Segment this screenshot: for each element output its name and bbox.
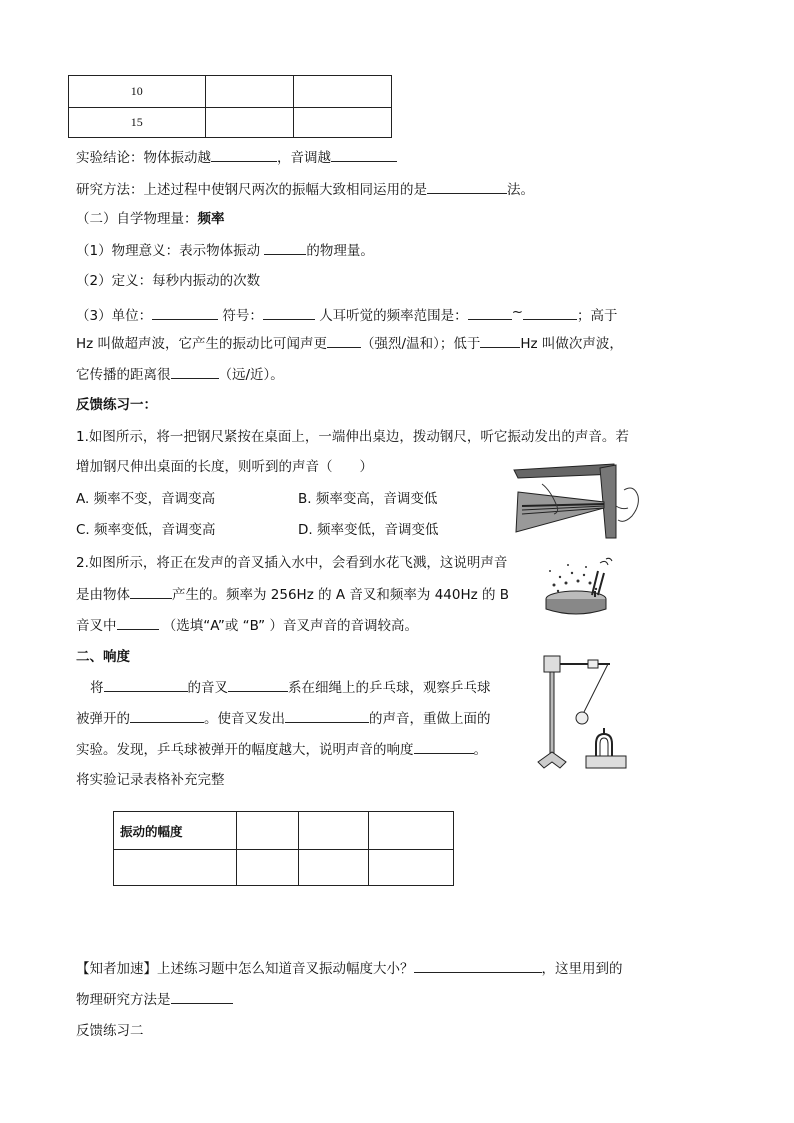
table-cell[interactable] (237, 812, 299, 850)
answer-blank[interactable] (327, 333, 361, 348)
answer-blank[interactable] (285, 708, 369, 723)
loudness-line1: 将 的音叉 系在细绳上的乒乓球，观察乒乓球 (90, 677, 491, 698)
q2-line1: 2.如图所示，将正在发声的音叉插入水中，会看到水花飞溅，这说明声音 (76, 555, 508, 571)
loudness-line3: 实验。发现，乒乓球被弹开的幅度越大，说明声音的响度 。 (76, 739, 487, 760)
answer-blank[interactable] (228, 677, 288, 692)
q1-line2: 增加钢尺伸出桌面的长度，则听到的声音（ ） (76, 459, 373, 475)
q2-line2: 是由物体 产生的。频率为 256Hz 的 A 音叉和频率为 440Hz 的 B (76, 584, 509, 605)
answer-blank[interactable] (264, 240, 306, 255)
table-cell[interactable] (299, 850, 369, 886)
table-cell: 15 (69, 108, 206, 138)
table-header: 振动的幅度 (114, 812, 237, 850)
amplitude-table (113, 811, 454, 886)
answer-blank[interactable] (263, 305, 315, 320)
feedback-1-title: 反馈练习一： (76, 397, 157, 413)
zhizhe-line1: 【知者加速】上述练习题中怎么知道音叉振动幅度大小？ ，这里用到的 (76, 958, 623, 979)
table-cell (205, 108, 293, 138)
table-cell[interactable] (237, 850, 299, 886)
q1-option-a[interactable]: A. 频率不变，音调变高 (76, 491, 216, 507)
table-cell[interactable] (368, 850, 453, 886)
table-cell: 10 (69, 76, 206, 108)
table-cell[interactable] (368, 812, 453, 850)
loudness-line2: 被弹开的 。使音叉发出 的声音，重做上面的 (76, 708, 491, 729)
item-unit: （3）单位： 符号： 人耳听觉的频率范围是： ~ ；高于 (76, 304, 618, 324)
section-loudness-title: 二、响度 (76, 649, 130, 665)
q1-line1: 1.如图所示，将一把钢尺紧按在桌面上，一端伸出桌边，拨动钢尺，听它振动发出的声音。若 (76, 429, 629, 445)
answer-blank[interactable] (468, 305, 512, 320)
q1-option-c[interactable]: C. 频率变低，音调变高 (76, 522, 216, 538)
answer-blank[interactable] (414, 958, 542, 973)
section-frequency-title: （二）自学物理量：频率 (76, 211, 225, 227)
answer-blank[interactable] (130, 584, 172, 599)
q1-option-b[interactable]: B. 频率变高，音调变低 (298, 491, 438, 507)
item-unit-continued: Hz 叫做超声波，它产生的振动比可闻声更 （强烈/温和）；低于 Hz 叫做次声波， (76, 333, 623, 354)
table-cell (293, 108, 391, 138)
item-definition: （2）定义：每秒内振动的次数 (76, 273, 261, 289)
ruler-on-table-figure (512, 462, 644, 540)
answer-blank[interactable] (414, 739, 474, 754)
answer-blank[interactable] (171, 989, 233, 1004)
answer-blank[interactable] (152, 305, 218, 320)
q1-option-d[interactable]: D. 频率变低，音调变低 (298, 522, 439, 538)
loudness-line4: 将实验记录表格补充完整 (76, 772, 225, 788)
answer-blank[interactable] (104, 677, 188, 692)
answer-blank[interactable] (331, 147, 397, 162)
item-unit-continued-2: 它传播的距离很 （远/近）。 (76, 364, 284, 385)
answer-blank[interactable] (480, 333, 520, 348)
item-meaning: （1）物理意义：表示物体振动 的物理量。 (76, 240, 374, 261)
table-cell[interactable] (114, 850, 237, 886)
answer-blank[interactable] (130, 708, 204, 723)
answer-blank[interactable] (427, 179, 507, 194)
ball-and-fork-figure (530, 652, 630, 774)
feedback-2-title: 反馈练习二 (76, 1023, 144, 1039)
conclusion-line: 实验结论：物体振动越 ，音调越 (76, 147, 397, 168)
q2-line3: 音叉中 （选填“A”或 “B” ）音叉声音的音调较高。 (76, 615, 418, 636)
zhizhe-line2: 物理研究方法是 (76, 989, 233, 1010)
answer-blank[interactable] (117, 615, 159, 630)
answer-blank[interactable] (523, 305, 577, 320)
answer-blank[interactable] (171, 364, 219, 379)
method-line: 研究方法：上述过程中使钢尺两次的振幅大致相同运用的是 法。 (76, 179, 534, 200)
table-cell[interactable] (299, 812, 369, 850)
tuning-fork-water-figure (540, 555, 616, 617)
record-table-top (68, 75, 392, 138)
table-cell (293, 76, 391, 108)
answer-blank[interactable] (211, 147, 277, 162)
table-cell (205, 76, 293, 108)
